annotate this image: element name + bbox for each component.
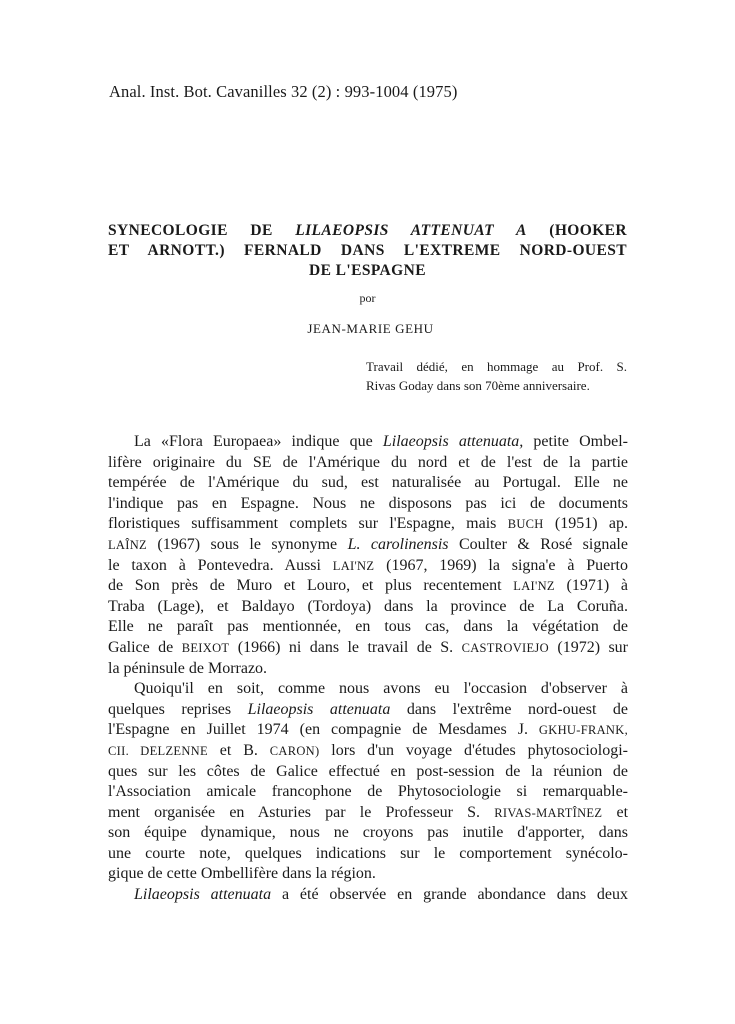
body-line [108, 823, 628, 844]
small-caps-name: LAI'NZ [332, 558, 375, 573]
text-run: dans l'extrême nord-ouest de [390, 700, 628, 718]
body-line [108, 679, 628, 700]
body-line [108, 597, 628, 618]
text-run: Quoiqu'il en soit, comme nous avons eu l'occasion d'observer à [134, 680, 628, 698]
text-run: Elle ne paraît pas mentionnée, en tous cas, dans la végétation de [108, 618, 628, 636]
dedication-line: Rivas Goday dans son 70ème anniversaire. [366, 378, 590, 393]
body-line [108, 864, 628, 885]
small-caps-name: GKHU-FRANK, [538, 723, 628, 738]
text-run: (1966) ni dans le travail de S. [229, 638, 462, 656]
body-line [108, 885, 628, 906]
italic-text: L. carolinensis [347, 535, 449, 553]
text-run: l'indique pas en Espagne. Nous ne disposons pas ici de documents [108, 494, 628, 512]
small-caps-name: CARON) [269, 743, 320, 758]
byline-por: por [359, 291, 376, 305]
text-run: (1972) sur [548, 638, 628, 656]
body-line [108, 700, 628, 721]
text-run: ques sur les côtes de Galice effectué en post-session de la réunion de [108, 762, 628, 780]
text-run: (1967) sous le synonyme [147, 535, 348, 553]
dedication-line: Travail dédié, en hommage au Prof. S. [366, 359, 627, 374]
body-line [108, 432, 628, 453]
body-line [108, 638, 628, 659]
body-line [108, 473, 628, 494]
text-run: DE L'ESPAGNE [309, 262, 426, 279]
italic-text: Lilaeopsis attenuata, [382, 433, 524, 450]
body-line [108, 556, 628, 577]
body-line [108, 617, 628, 638]
body-line [108, 576, 628, 597]
title-line [108, 241, 627, 261]
body-line [108, 844, 628, 865]
text-run: l'Association amicale francophone de Phytosociologie si remarquable- [108, 783, 628, 801]
text-run: le taxon à Pontevedra. Aussi [108, 556, 333, 574]
text-run: (HOOKER [526, 222, 628, 239]
title-line [108, 221, 627, 241]
italic-text: LILAEOPSIS ATTENUAT A [295, 222, 527, 239]
body-text [108, 432, 628, 906]
author-name: JEAN-MARIE GEHU [307, 321, 434, 336]
body-line [108, 803, 628, 824]
text-run: Galice de [108, 638, 182, 656]
text-run: gique de cette Ombellifère dans la région. [108, 865, 376, 883]
text-run: (1951) ap. [543, 515, 628, 533]
title-line [108, 261, 627, 281]
text-run: lifère originaire du SE de l'Amérique du nord et de l'est de la partie [108, 453, 628, 471]
text-run: tempérée de l'Amérique du sud, est naturalisée au Portugal. Elle ne [108, 474, 628, 492]
text-run: a été observée en grande abondance dans deux [271, 886, 629, 904]
small-caps-name: LAI'NZ [513, 579, 555, 594]
text-run: La «Flora Europaea» indique que [134, 433, 383, 450]
text-run: son équipe dynamique, nous ne croyons pas inutile d'apporter, dans [108, 824, 628, 842]
body-line [108, 535, 628, 556]
italic-text: Lilaeopsis attenuata [134, 886, 272, 904]
text-run: la péninsule de Morrazo. [108, 659, 268, 677]
body-line [108, 494, 628, 515]
text-run: l'Espagne en Juillet 1974 (en compagnie de Mesdames J. [108, 721, 539, 739]
text-run: Coulter & Rosé signale [448, 535, 628, 553]
journal-citation: Anal. Inst. Bot. Cavanilles 32 (2) : 993-1004 (1975) [109, 82, 458, 101]
body-line [108, 720, 628, 741]
body-line [108, 782, 628, 803]
text-run: une courte note, quelques indications sur le comportement synécolo- [108, 844, 628, 862]
small-caps-name: RIVAS-MARTÎNEZ [494, 805, 603, 820]
text-run: de Son près de Muro et Louro, et plus recentement [108, 577, 514, 595]
body-line [108, 762, 628, 783]
text-run: petite Ombel- [523, 433, 628, 450]
text-run: et B. [207, 741, 270, 759]
body-line [108, 659, 628, 680]
italic-text: Lilaeopsis attenuata [247, 700, 391, 718]
small-caps-name: CII. DELZENNE [108, 743, 208, 758]
small-caps-name: CASTROVIEJO [461, 640, 549, 655]
text-run: floristiques suffisamment complets sur l'Espagne, mais [108, 515, 508, 533]
body-line [108, 514, 628, 535]
text-run: SYNECOLOGIE DE [108, 222, 296, 239]
text-run: quelques reprises [108, 700, 248, 718]
text-run: ET ARNOTT.) FERNALD DANS L'EXTREME NORD-OUEST [108, 242, 627, 259]
article-title [108, 221, 627, 281]
body-line [108, 741, 628, 762]
text-run: lors d'un voyage d'études phytosociologi- [319, 741, 629, 759]
text-run: (1971) à [554, 577, 628, 595]
text-run: ment organisée en Asturies par le Professeur S. [108, 803, 495, 821]
small-caps-name: BUCH [507, 517, 544, 532]
text-run: Traba (Lage), et Baldayo (Tordoya) dans la province de La Coruña. [108, 597, 628, 615]
text-run: et [602, 803, 629, 821]
dedication [366, 357, 627, 395]
text-run: (1967, 1969) la signa'e à Puerto [374, 556, 628, 574]
small-caps-name: BEIXOT [181, 640, 230, 655]
body-line [108, 453, 628, 474]
small-caps-name: LAÎNZ [108, 537, 147, 552]
